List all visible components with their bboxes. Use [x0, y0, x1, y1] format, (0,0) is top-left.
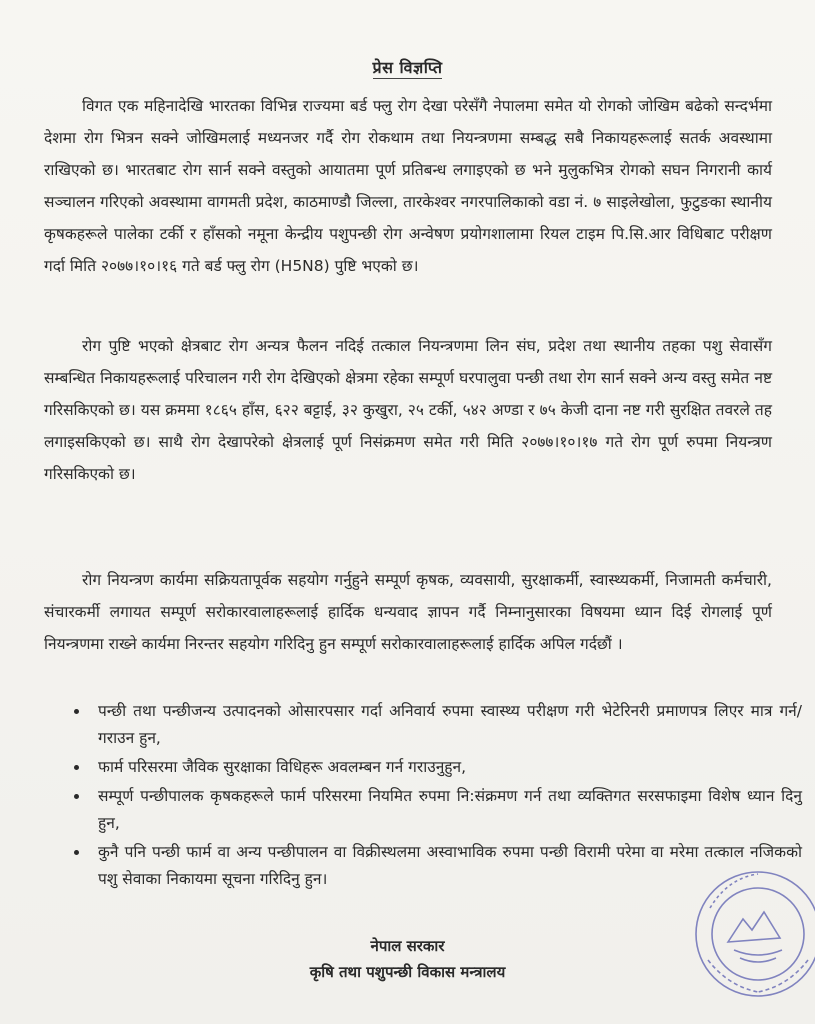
- government-name: नेपाल सरकार: [370, 937, 445, 955]
- paragraph-3: रोग नियन्त्रण कार्यमा सक्रियतापूर्वक सहयोग गर्नुहुने सम्पूर्ण कृषक, व्यवसायी, सुरक्षाकर्मी, स्वास्थ्यकर्मी, निजामती कर्मचारी, संचारकर्मी लगायत सम्पूर्ण सरोकारवालाहरूलाई हार्दिक धन्यवाद ज्ञापन गर्दै निम्नानुसारका विषयमा ध्यान दिई रोगलाई पूर्ण नियन्त्रणमा राख्ने कार्यमा निरन्तर सहयोग गरिदिनु हुन सम्पूर्ण सरोकारवालाहरूलाई हार्दिक अपिल गर्दछौं ।: [44, 571, 772, 653]
- list-item: • कुनै पनि पन्छी फार्म वा अन्य पन्छीपालन वा विक्रीस्थलमा अस्वाभाविक रुपमा पन्छी विरामी परेमा वा मरेमा तत्काल नजिकको पशु सेवाका निकायमा सूचना गरिदिनु हुन।: [90, 839, 802, 893]
- page-title-text: प्रेस विज्ञप्ति: [372, 58, 443, 77]
- list-item: • फार्म परिसरमा जैविक सुरक्षाका विधिहरू अवलम्बन गर्न गराउनुहुन,: [90, 754, 802, 781]
- paragraph-2: रोग पुष्टि भएको क्षेत्रबाट रोग अन्यत्र फैलन नदिई तत्काल नियन्त्रणमा लिन संघ, प्रदेश तथा स्थानीय तहका पशु सेवासँग सम्बन्धित निकायहरूलाई परिचालन गरी रोग देखिएको क्षेत्रमा रहेका सम्पूर्ण घरपालुवा पन्छी तथा रोग सार्न सक्ने अन्य वस्तु समेत नष्ट गरिसकिएको छ। यस क्रममा १८६५ हाँस, ६२२ बट्टाई, ३२ कुखुरा, २५ टर्की, ५४२ अण्डा र ७५ केजी दाना नष्ट गरी सुरक्षित तवरले तह लगाइसकिएको छ। साथै रोग देखापरेको क्षेत्रलाई पूर्ण निसंक्रमण समेत गरी मिति २०७७।१०।१७ गते रोग पूर्ण रुपमा नियन्त्रण गरिसकिएको छ।: [44, 337, 772, 483]
- paragraph-1: विगत एक महिनादेखि भारतका विभिन्न राज्यमा बर्ड फ्लु रोग देखा परेसँगै नेपालमा समेत यो रोगको जोखिम बढेको सन्दर्भमा देशमा रोग भित्रन सक्ने जोखिमलाई मध्यनजर गर्दै रोग रोकथाम तथा नियन्त्रणमा सम्बद्ध सबै निकायहरूलाई सतर्क अवस्थामा राखिएको छ। भारतबाट रोग सार्न सक्ने वस्तुको आयातमा पूर्ण प्रतिबन्ध लगाइएको छ भने मुलुकभित्र रोगको सघन निगरानी कार्य सञ्चालन गरिएको अवस्थामा वागमती प्रदेश, काठमाण्डौ जिल्ला, तारकेश्वर नगरपालिकाको वडा नं. ७ साइलेखोला, फुटुङका स्थानीय कृषकहरूले पालेका टर्की र हाँसको नमूना केन्द्रीय पशुपन्छी रोग अन्वेषण प्रयोगशालामा रियल टाइम पि.सि.आर विधिबाट परीक्षण गर्दा मिति २०७७।१०।१६ गते बर्ड फ्लु रोग (H5N8) पुष्टि भएको छ।: [44, 97, 772, 275]
- page-title: [0, 56, 815, 78]
- list-item: • सम्पूर्ण पन्छीपालक कृषकहरूले फार्म परिसरमा नियमित रुपमा नि:संक्रमण गर्न तथा व्यक्तिगत सरसफाइमा विशेष ध्यान दिनु हुन,: [90, 783, 802, 837]
- official-seal-icon: [688, 864, 815, 1004]
- list-item: • पन्छी तथा पन्छीजन्य उत्पादनको ओसारपसार गर्दा अनिवार्य रुपमा स्वास्थ्य परीक्षण गरी भेटेरिनरी प्रमाणपत्र लिएर मात्र गर्न/गराउन हुन,: [90, 698, 802, 752]
- ministry-name: कृषि तथा पशुपन्छी विकास मन्त्रालय: [309, 963, 506, 981]
